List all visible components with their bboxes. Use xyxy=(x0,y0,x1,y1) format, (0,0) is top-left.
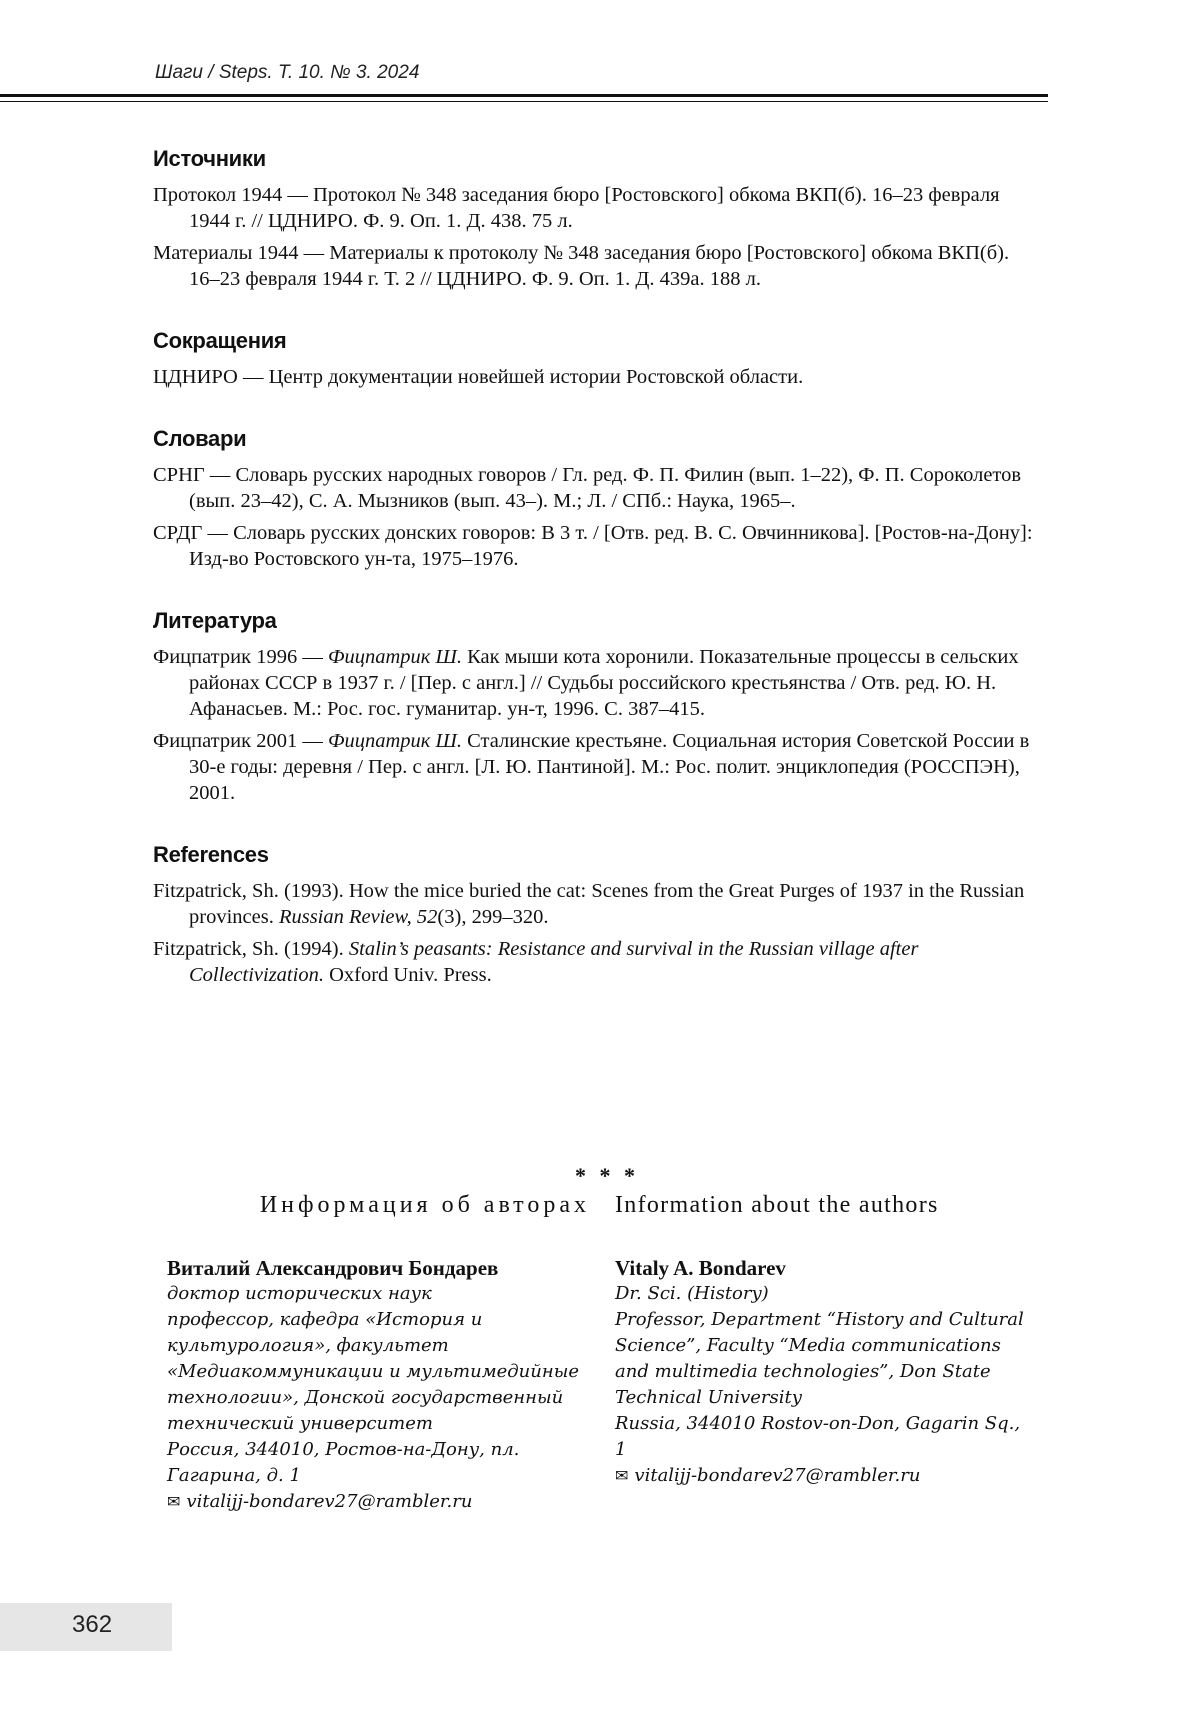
author-email-line xyxy=(615,1463,1025,1489)
reference-entry: Фицпатрик 2001 — Фицпатрик Ш. Сталинские крестьяне. Социальная история Советской России в 30-е годы: деревня / Пер. с англ. [Л. Ю. Пантиной]. М.: Рос. полит. энциклопедия (РОССПЭН), 2001. xyxy=(153,730,1030,804)
reference-entry: СРДГ — Словарь русских донских говоров: В 3 т. / [Отв. ред. В. С. Овчинникова]. [Ростов-на-Дону]: Изд-во Ростовского ун-та, 1975–1976. xyxy=(153,522,1033,570)
section-abbreviations xyxy=(153,328,1043,390)
authors-heading-en: Information about the authors xyxy=(615,1192,939,1218)
author-block-ru xyxy=(167,1255,587,1515)
reference-entry: Fitzpatrick, Sh. (1993). How the mice buried the cat: Scenes from the Great Purges of 1937 in the Russian provinces. Russian Review, 52(3), 299–320. xyxy=(153,880,1025,928)
header-rule-thick xyxy=(0,94,1048,97)
running-header: Шаги / Steps. Т. 10. № 3. 2024 xyxy=(155,62,420,83)
section-literature xyxy=(153,608,1043,806)
author-name: Виталий Александрович Бондарев xyxy=(167,1256,499,1280)
author-block-en xyxy=(615,1255,1025,1489)
section-heading: Сокращения xyxy=(153,328,287,353)
references-content xyxy=(153,146,1043,1024)
reference-entry: Фицпатрик 1996 — Фицпатрик Ш. Как мыши кота хоронили. Показательные процессы в сельских районах СССР в 1937 г. / [Пер. с англ.] // Судьбы российского крестьянства / Отв. ред. Ю. Н. Афанасьев. М.: Рос. гос. гуманитар. ун-т, 1996. С. 387–415. xyxy=(153,646,1019,720)
author-email[interactable]: vitalijj-bondarev27@rambler.ru xyxy=(634,1465,921,1486)
author-address: Россия, 344010, Ростов-на-Дону, пл. Гагарина, д. 1 xyxy=(167,1439,520,1486)
envelope-icon: ✉ xyxy=(615,1466,629,1485)
author-email[interactable]: vitalijj-bondarev27@rambler.ru xyxy=(186,1491,473,1512)
reference-entry: Материалы 1944 — Материалы к протоколу № 348 заседания бюро [Ростовского] обкома ВКП(б). 16–23 февраля 1944 г. Т. 2 // ЦДНИРО. Ф. 9. Оп. 1. Д. 439а. 188 л. xyxy=(153,242,1010,290)
section-separator: * * * xyxy=(575,1163,639,1188)
author-name: Vitaly A. Bondarev xyxy=(615,1256,786,1280)
section-sources xyxy=(153,146,1043,292)
author-position: профессор, кафедра «История и культурология», факультет «Медиакоммуникации и мультимедийные технологии», Донской государственный технический университет xyxy=(167,1309,580,1434)
author-degree: Dr. Sci. (History) xyxy=(615,1283,769,1304)
page-number: 362 xyxy=(72,1611,113,1638)
section-heading: Источники xyxy=(153,146,266,171)
section-dictionaries xyxy=(153,426,1043,572)
envelope-icon: ✉ xyxy=(167,1492,181,1511)
reference-entry: Fitzpatrick, Sh. (1994). Stalin’s peasants: Resistance and survival in the Russian village after Collectivization. Oxford Univ. Press. xyxy=(153,938,919,986)
authors-heading-ru: Информация об авторах xyxy=(259,1192,590,1218)
section-heading: Литература xyxy=(153,608,277,633)
header-rule-thin xyxy=(0,101,1048,102)
author-position: Professor, Department “History and Cultural Science”, Faculty “Media communications and multimedia technologies”, Don State Technical University xyxy=(615,1309,1024,1408)
reference-entry: ЦДНИРО — Центр документации новейшей истории Ростовской области. xyxy=(153,366,804,388)
author-email-line xyxy=(167,1489,587,1515)
section-heading: Словари xyxy=(153,426,247,451)
reference-entry: СРНГ — Словарь русских народных говоров / Гл. ред. Ф. П. Филин (вып. 1–22), Ф. П. Сороколетов (вып. 23–42), С. А. Мызников (вып. 43–). М.; Л. / СПб.: Наука, 1965–. xyxy=(153,464,1022,512)
section-heading: References xyxy=(153,842,269,867)
section-references xyxy=(153,842,1043,988)
author-address: Russia, 344010 Rostov-on-Don, Gagarin Sq., 1 xyxy=(615,1413,1021,1460)
reference-entry: Протокол 1944 — Протокол № 348 заседания бюро [Ростовского] обкома ВКП(б). 16–23 февраля 1944 г. // ЦДНИРО. Ф. 9. Оп. 1. Д. 438. 75 л. xyxy=(153,184,1000,232)
author-degree: доктор исторических наук xyxy=(167,1283,432,1304)
